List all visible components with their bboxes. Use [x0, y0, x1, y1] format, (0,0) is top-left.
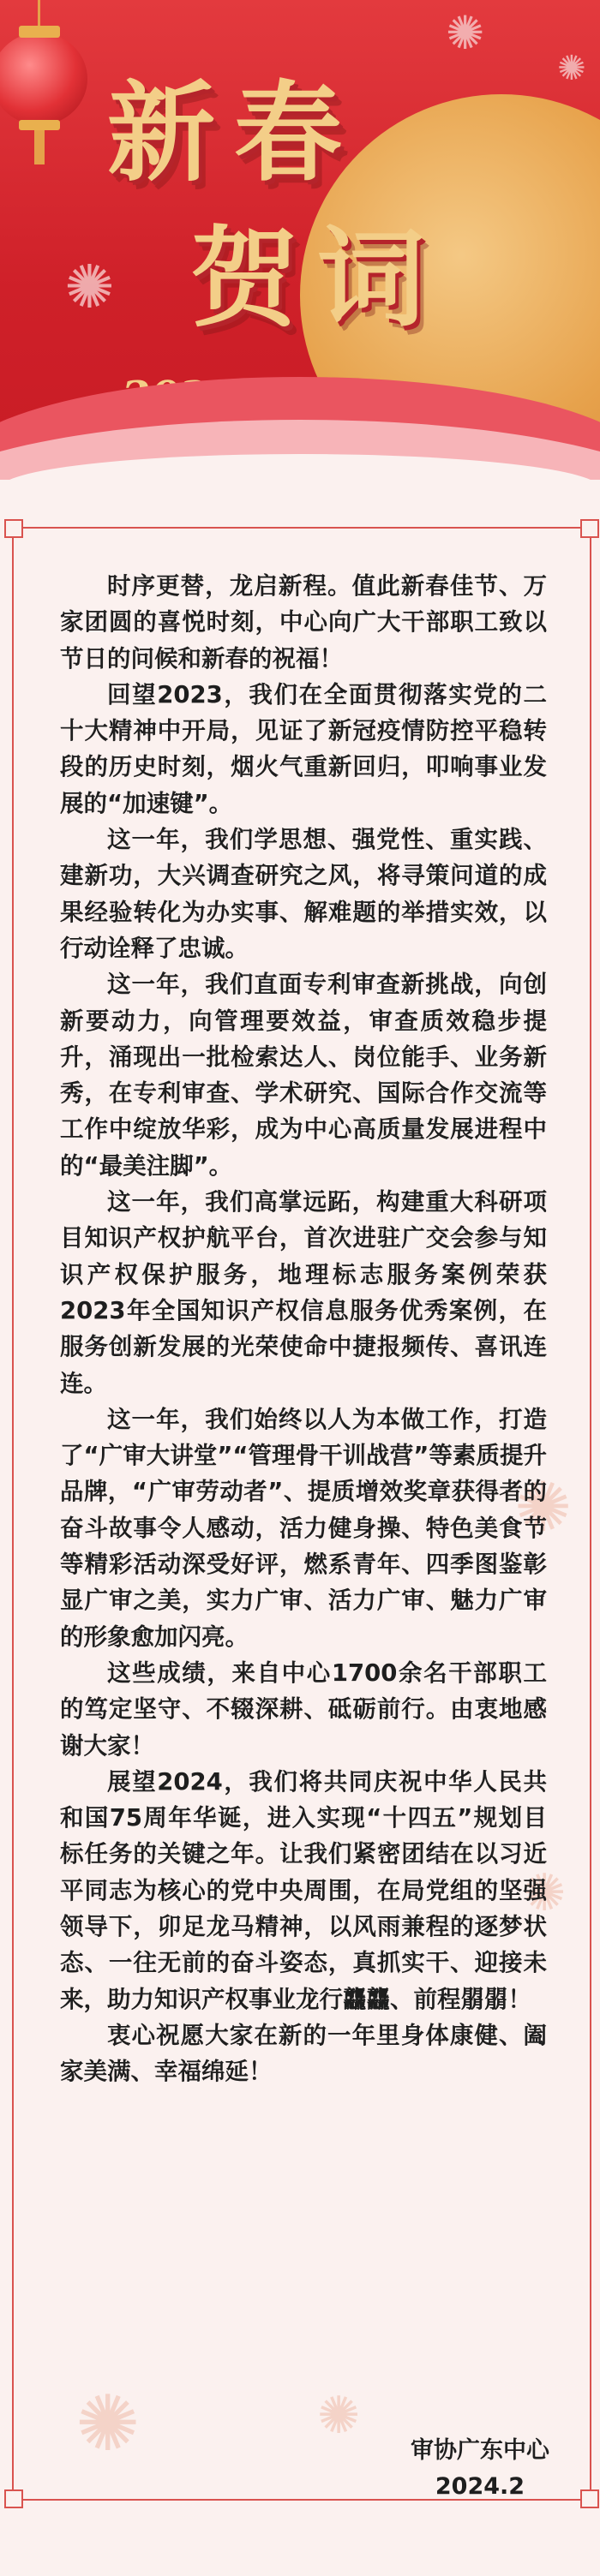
firework-icon: ✺ — [557, 49, 586, 88]
red-lantern-icon — [0, 33, 87, 125]
firework-icon: ✺ — [75, 2379, 141, 2469]
frame-corner — [580, 2489, 599, 2508]
frame-corner — [4, 519, 23, 538]
title-line-2: 贺词 — [190, 215, 444, 342]
letter-body — [60, 568, 547, 2089]
firework-icon: ✺ — [317, 2386, 361, 2446]
firework-icon: ✺ — [64, 252, 115, 322]
title-line-1: 新春 — [107, 69, 361, 196]
paragraph: 这一年，我们始终以人为本做工作，打造了“广审大讲堂”“管理骨干训战营”等素质提升品牌，“广审劳动者”、提质增效奖章获得者的奋斗故事令人感动，活力健身操、特色美食节等精彩活动深受好评，燃系青年、四季图鉴彰显广审之美，实力广审、活力广审、魅力广审的形象愈加闪亮。 — [60, 1405, 547, 1651]
firework-icon: ✺ — [446, 6, 485, 60]
paragraph: 展望2024，我们将共同庆祝中华人民共和国75周年华诞，进入实现“十四五”规划目标任务的关键之年。让我们紧密团结在以习近平同志为核心的党中央周围，在局党组的坚强领导下，卯足龙马精神，以风雨兼程的逐梦状态、一往无前的奋斗姿态，真抓实干、迎接未来，助力知识产权事业龙行龘龘、前程朤朤！ — [60, 1767, 547, 2013]
paragraph: 这一年，我们直面专利审查新挑战，向创新要动力，向管理要效益，审查质效稳步提升，涌现出一批检索达人、岗位能手、业务新秀，在专利审查、学术研究、国际合作交流等工作中绽放华彩，成为中心高质量发展进程中的“最美注脚”。 — [60, 971, 547, 1180]
signature-date: 2024.2 — [435, 2473, 525, 2500]
paragraph: 衷心祝愿大家在新的一年里身体康健、阖家美满、幸福绵延！ — [60, 2021, 547, 2086]
paragraph: 这些成绩，来自中心1700余名干部职工的笃定坚守、不辍深耕、砥砺前行。由衷地感谢大家！ — [60, 1659, 547, 1760]
paragraph: 时序更替，龙启新程。值此新春佳节、万家团圆的喜悦时刻，中心向广大干部职工致以节日的问候和新春的祝福！ — [60, 572, 547, 672]
paragraph: 这一年，我们高掌远跖，构建重大科研项目知识产权护航平台，首次进驻广交会参与知识产权保护服务，地理标志服务案例荣获2023年全国知识产权信息服务优秀案例，在服务创新发展的光荣使命中捷报频传、喜讯连连。 — [60, 1188, 547, 1397]
firework-icon: ✺ — [514, 1467, 573, 1547]
lantern-tassel — [34, 130, 45, 164]
paper-curve — [0, 454, 600, 523]
header-banner — [0, 0, 600, 480]
signature-block — [403, 2433, 557, 2505]
frame-corner — [580, 519, 599, 538]
paragraph: 回望2023，我们在全面贯彻落实党的二十大精神中开局，见证了新冠疫情防控平稳转段的历史时刻，烟火气重新回归，叩响事业发展的“加速键”。 — [60, 680, 547, 817]
firework-icon: ✺ — [523, 1863, 567, 1923]
lantern-cap — [19, 26, 60, 38]
paragraph: 这一年，我们学思想、强党性、重实践、建新功，大兴调查研究之风，将寻策问道的成果经验转化为办实事、解难题的举措实效，以行动诠释了忠诚。 — [60, 826, 547, 962]
frame-corner — [4, 2489, 23, 2508]
signature-org: 审协广东中心 — [411, 2437, 549, 2464]
lantern-bottom — [19, 120, 60, 130]
